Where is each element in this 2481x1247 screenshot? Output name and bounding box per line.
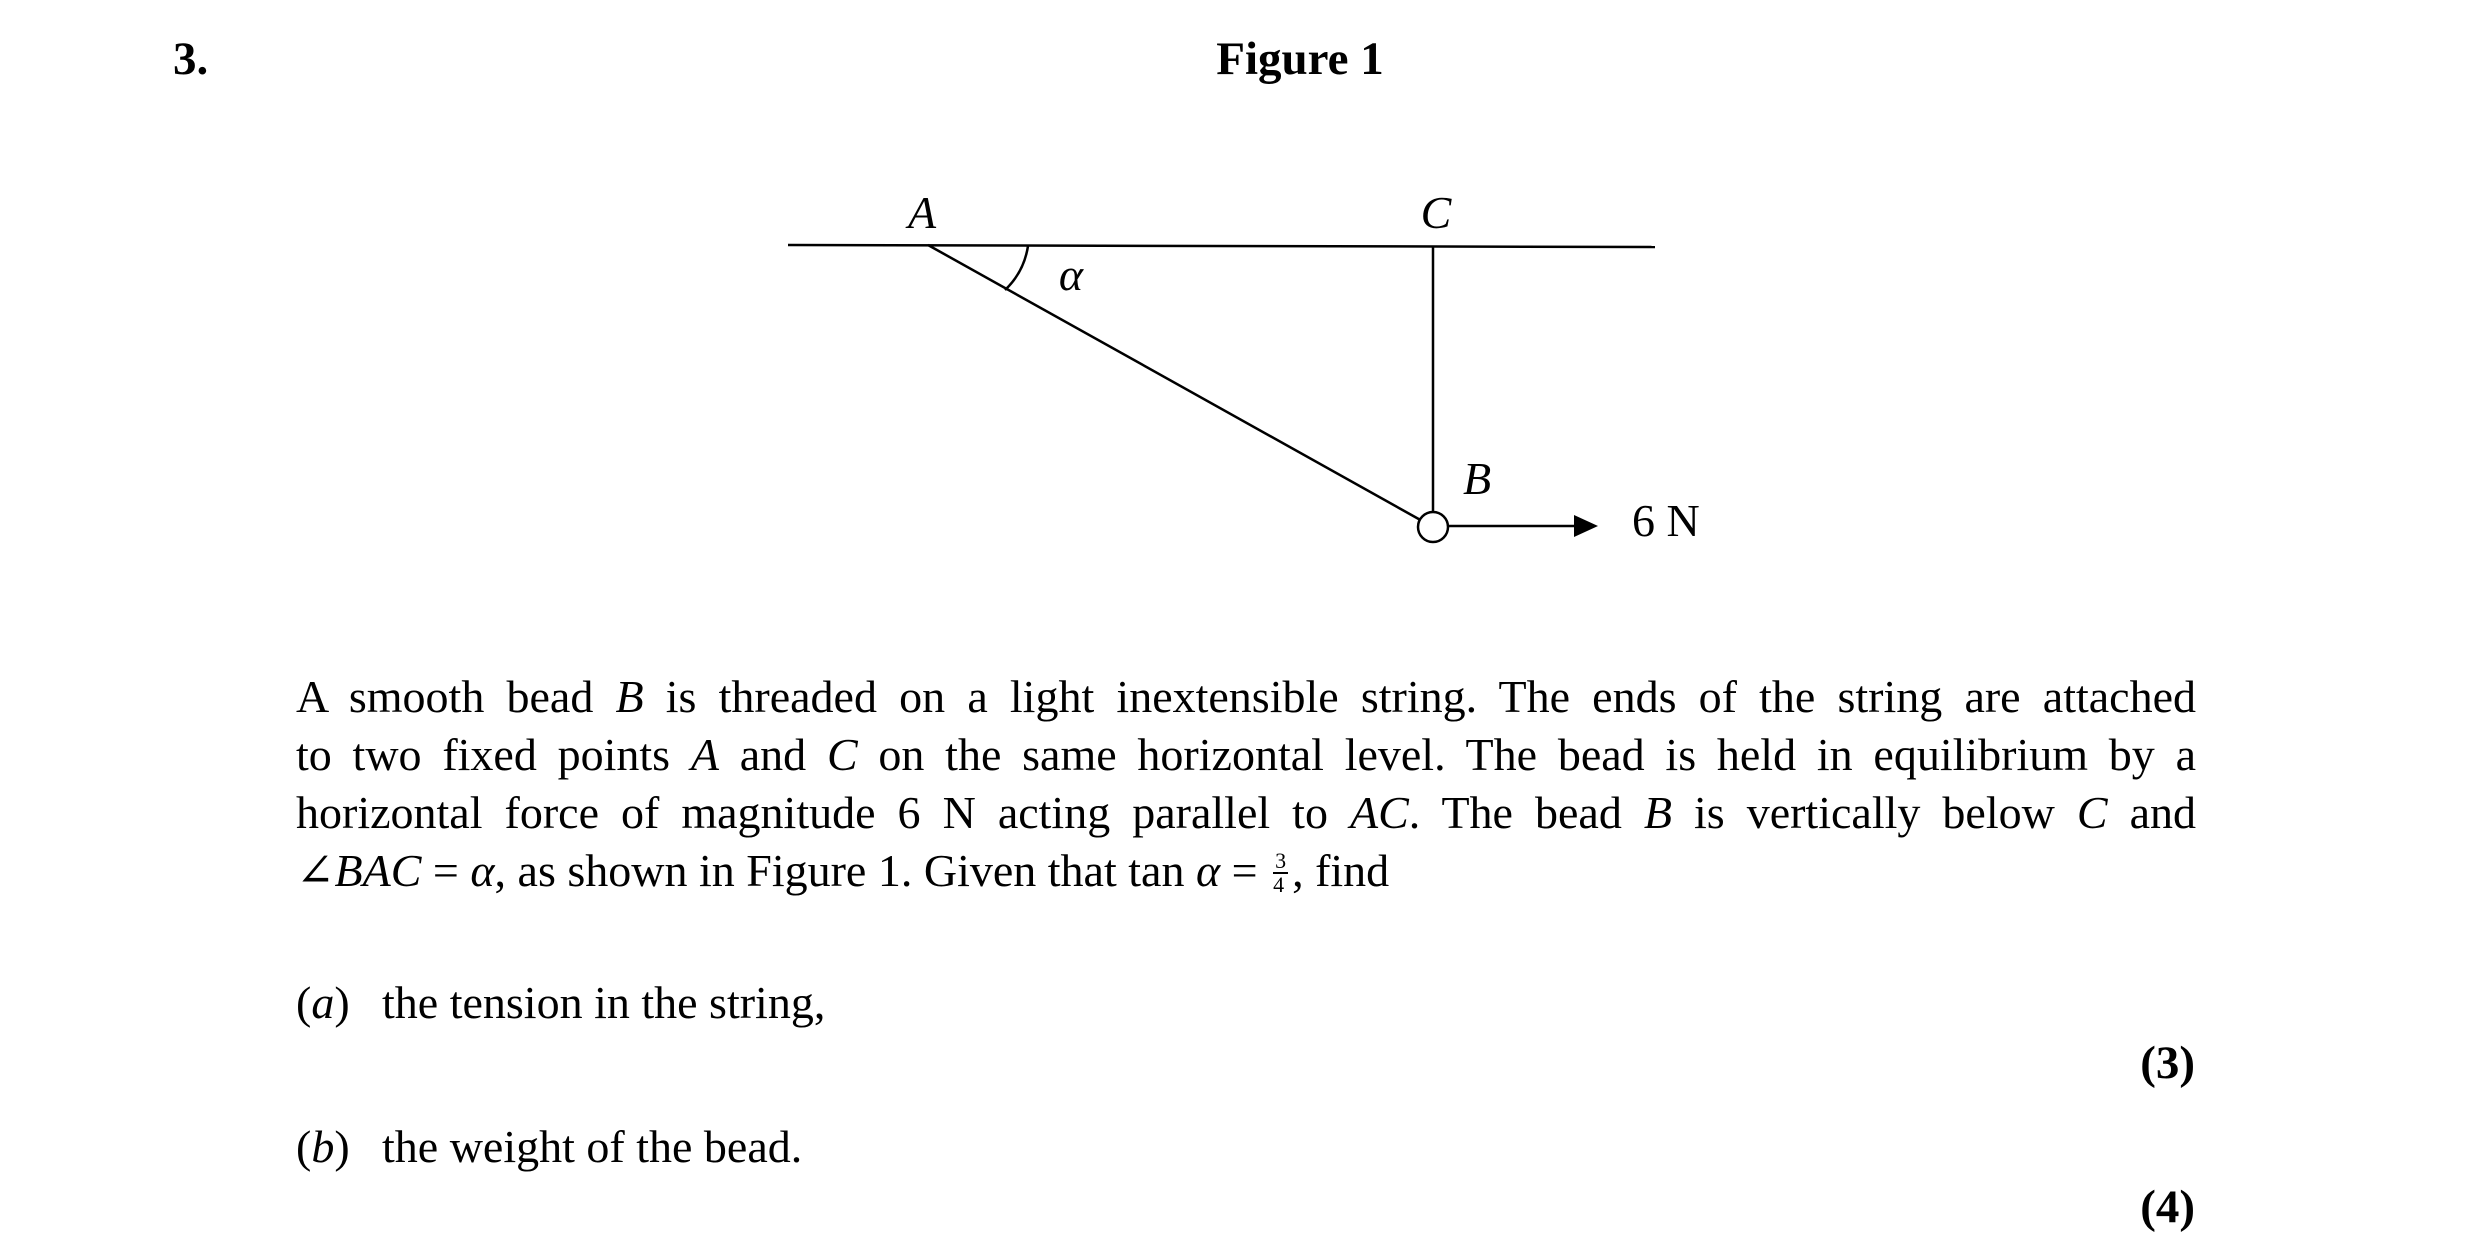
angle-alpha-arc xyxy=(1005,246,1028,290)
force-arrowhead xyxy=(1574,515,1598,537)
variable: AC xyxy=(1349,787,1409,838)
variable: ∠BAC xyxy=(296,845,422,896)
marks-part-b: (4) xyxy=(2140,1181,2195,1233)
paren-open: ( xyxy=(296,1121,312,1172)
part-text: the weight of the bead. xyxy=(382,1121,803,1172)
label-a: A xyxy=(907,187,937,238)
text-fragment: to two fixed points xyxy=(296,729,691,780)
bead-b xyxy=(1418,512,1448,542)
variable: B xyxy=(1643,787,1672,838)
label-b: B xyxy=(1462,453,1492,504)
horizontal-ceiling-line xyxy=(788,245,1655,247)
text-fragment: = xyxy=(421,845,471,896)
text-fragment: , as shown in Figure 1. Given that tan xyxy=(494,845,1196,896)
label-alpha: α xyxy=(1058,249,1084,300)
figure-title: Figure 1 xyxy=(1216,33,1384,85)
part-label xyxy=(296,1121,382,1172)
text-fragment: is threaded on a light inextensible string. The ends of the string are attached xyxy=(643,671,2196,722)
paragraph-line-2 xyxy=(296,726,2196,784)
part-letter: a xyxy=(311,977,335,1028)
paren-close: ) xyxy=(334,977,350,1028)
variable: A xyxy=(690,729,719,780)
paragraph-line-3 xyxy=(296,784,2196,842)
fraction-numerator: 3 xyxy=(1275,848,1287,874)
marks-part-a: (3) xyxy=(2140,1037,2195,1089)
part-a xyxy=(296,977,826,1028)
question-paragraph xyxy=(296,668,2196,900)
paren-close: ) xyxy=(334,1121,350,1172)
label-c: C xyxy=(1420,187,1452,238)
variable: B xyxy=(615,671,644,722)
paragraph-line-1 xyxy=(296,668,2196,726)
part-text: the tension in the string, xyxy=(382,977,826,1028)
part-letter: b xyxy=(311,1121,335,1172)
text-fragment: , find xyxy=(1292,845,1390,896)
text-fragment: A smooth bead xyxy=(296,671,616,722)
text-fragment: . The bead xyxy=(1408,787,1644,838)
paren-open: ( xyxy=(296,977,312,1028)
text-fragment: on the same horizontal level. The bead is held in equilibrium by a xyxy=(857,729,2196,780)
variable: α xyxy=(470,845,495,896)
text-fragment: and xyxy=(2107,787,2196,838)
variable: α xyxy=(1195,845,1221,896)
text-fragment: is vertically below xyxy=(1671,787,2077,838)
question-number: 3. xyxy=(173,33,209,85)
fraction-denominator: 4 xyxy=(1273,872,1285,898)
text-fragment: horizontal force of magnitude 6 N acting parallel to xyxy=(296,787,1350,838)
variable: C xyxy=(826,729,858,780)
text-fragment: = xyxy=(1220,845,1270,896)
variable: C xyxy=(2076,787,2108,838)
label-force: 6 N xyxy=(1632,495,1700,546)
part-b xyxy=(296,1121,803,1172)
part-label xyxy=(296,977,382,1028)
text-fragment: and xyxy=(718,729,827,780)
paragraph-line-4 xyxy=(296,842,2196,900)
string-segment-ab xyxy=(928,245,1433,527)
fraction-three-quarters xyxy=(1273,850,1288,896)
